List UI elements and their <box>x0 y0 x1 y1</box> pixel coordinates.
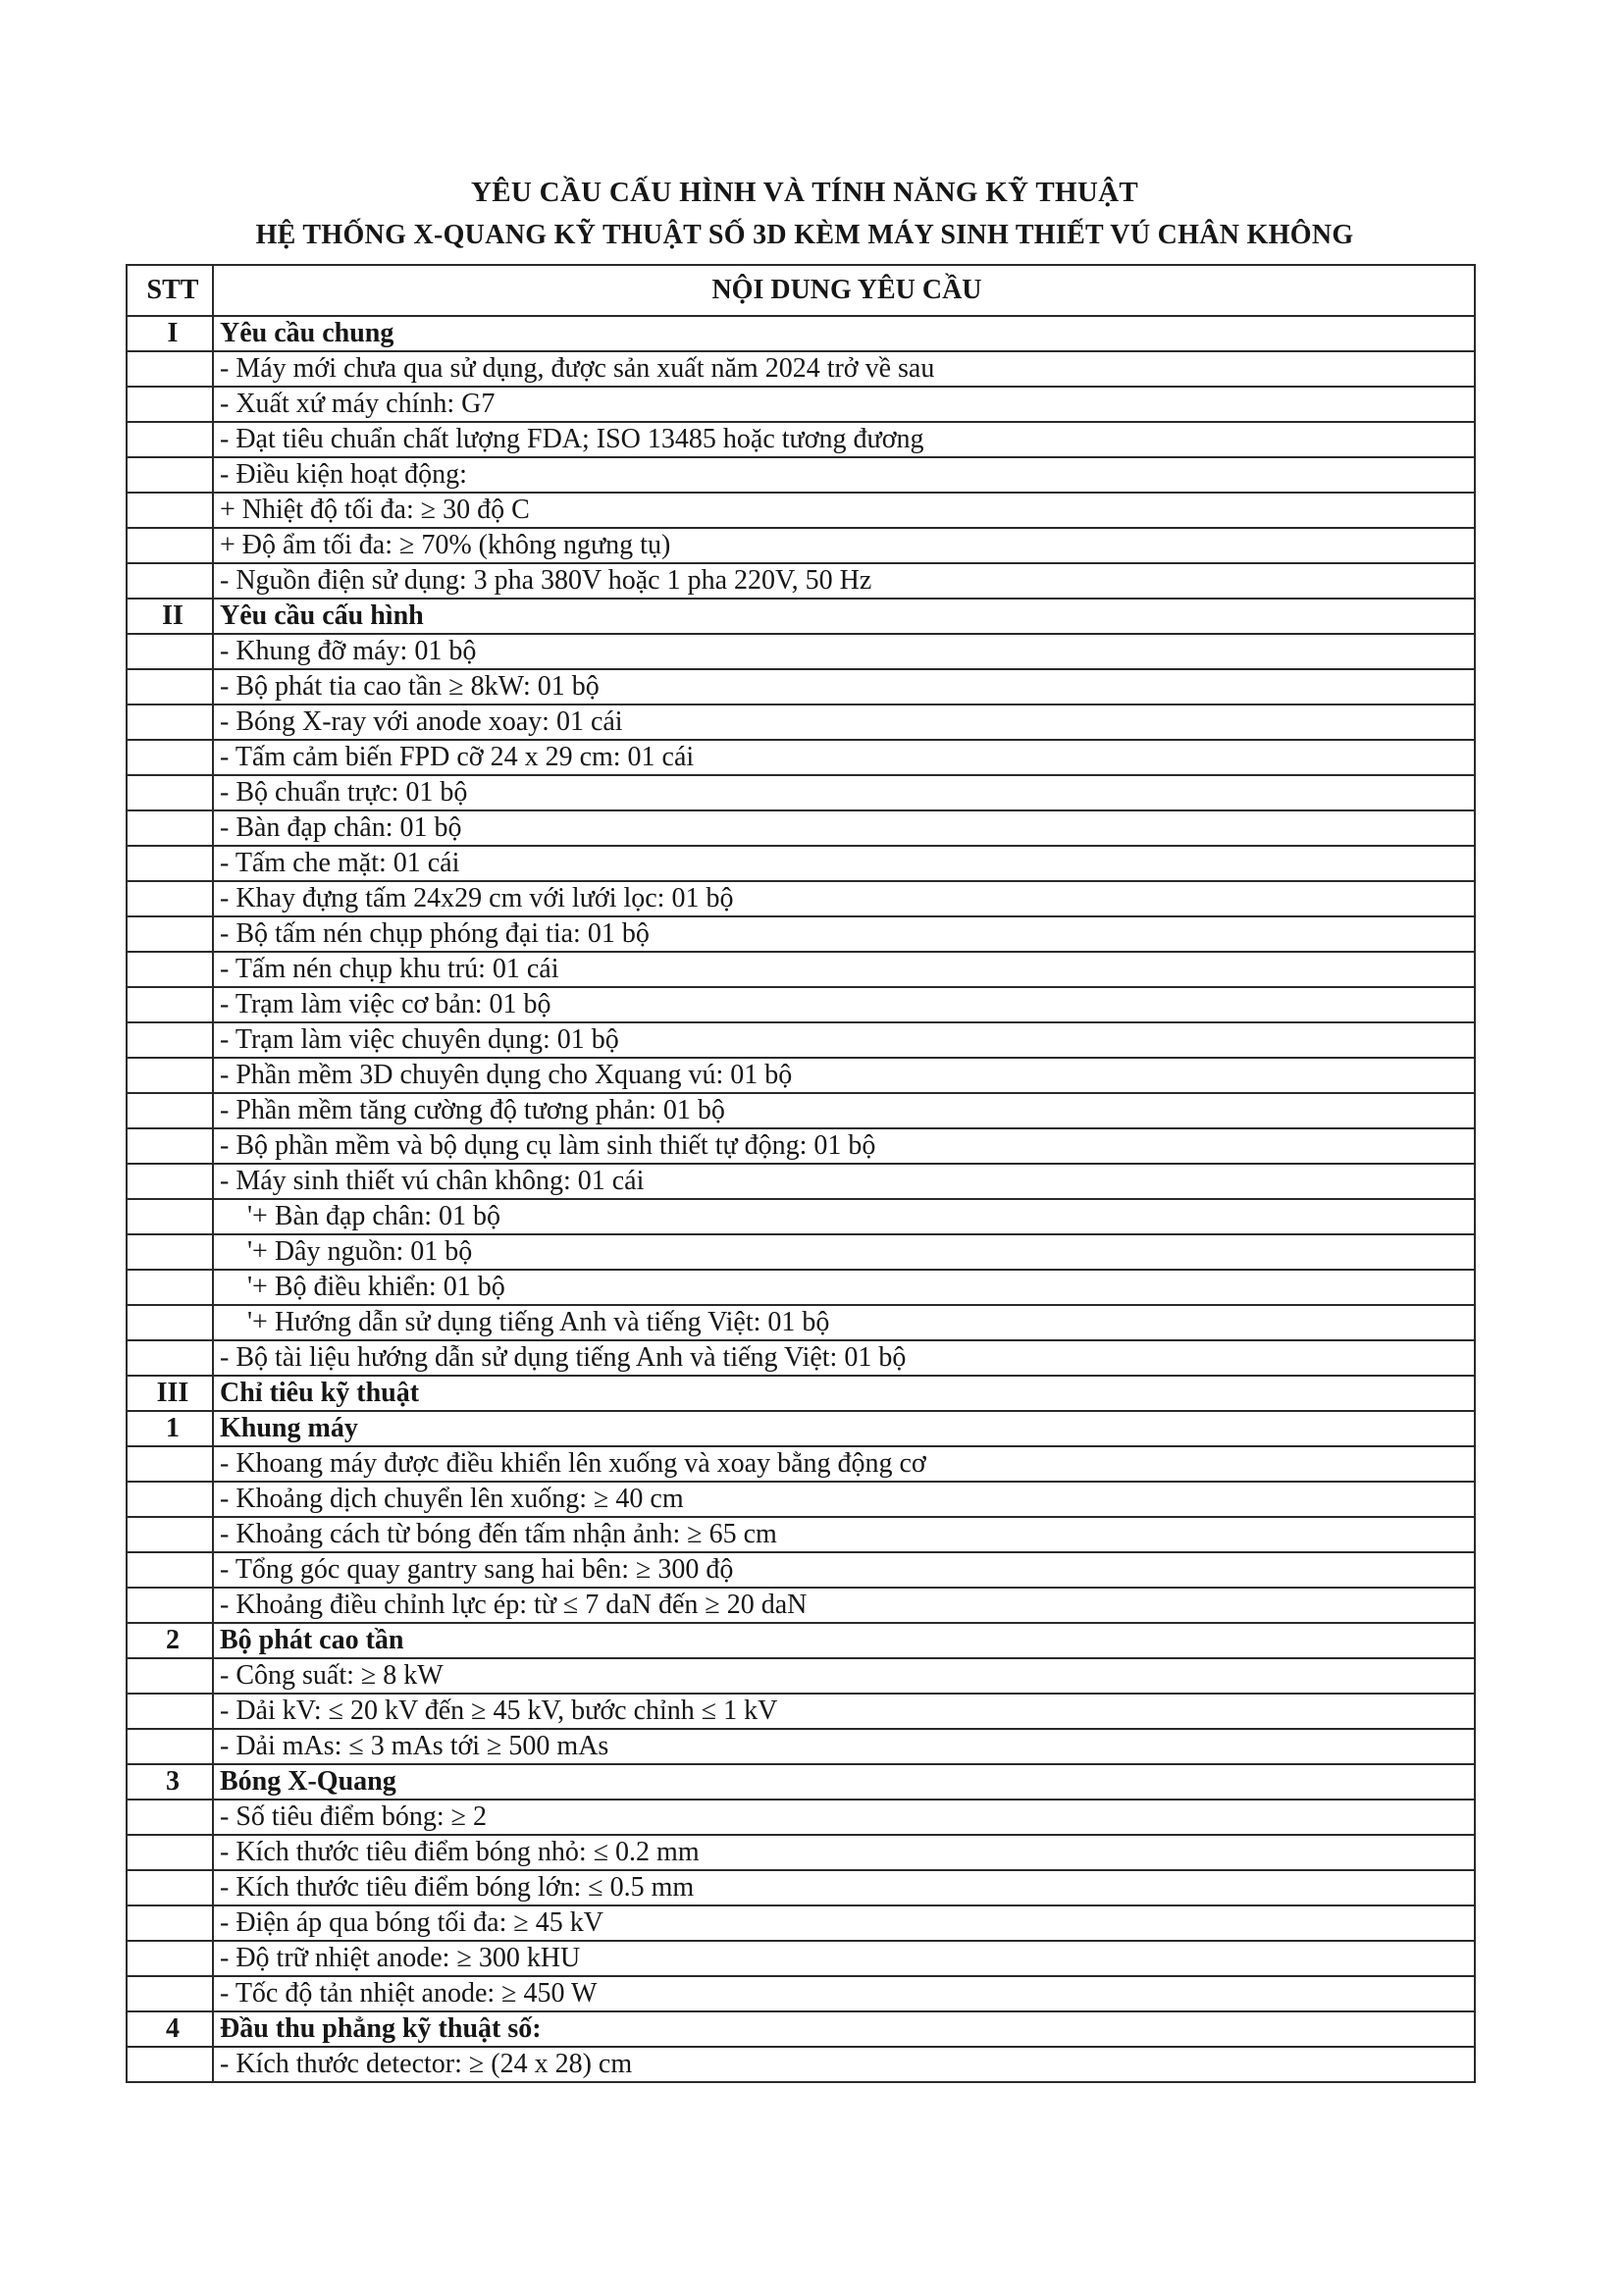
row-number: 3 <box>127 1764 213 1800</box>
table-row <box>127 1340 1475 1376</box>
table-header-row <box>127 265 1475 316</box>
row-number <box>127 1976 213 2011</box>
row-number <box>127 775 213 810</box>
row-number <box>127 881 213 916</box>
table-row <box>127 1694 1475 1729</box>
requirements-table <box>126 264 1476 2083</box>
row-number <box>127 669 213 704</box>
table-row <box>127 528 1475 563</box>
row-number <box>127 387 213 422</box>
table-row <box>127 563 1475 599</box>
section-row <box>127 1376 1475 1411</box>
requirement-text: - Tấm cảm biến FPD cỡ 24 x 29 cm: 01 cái <box>213 740 1475 775</box>
requirement-text: - Kích thước detector: ≥ (24 x 28) cm <box>213 2047 1475 2082</box>
row-number <box>127 351 213 387</box>
table-row <box>127 1022 1475 1058</box>
row-number <box>127 1658 213 1694</box>
section-row <box>127 599 1475 634</box>
requirement-text: - Trạm làm việc chuyên dụng: 01 bộ <box>213 1022 1475 1058</box>
table-row <box>127 1164 1475 1199</box>
row-number <box>127 1870 213 1905</box>
row-number <box>127 1058 213 1093</box>
table-row <box>127 881 1475 916</box>
document-subtitle: HỆ THỐNG X-QUANG KỸ THUẬT SỐ 3D KÈM MÁY SINH THIẾT VÚ CHÂN KHÔNG <box>255 220 1354 250</box>
row-number <box>127 1800 213 1835</box>
table-row <box>127 1305 1475 1340</box>
row-number <box>127 1552 213 1588</box>
row-number: 2 <box>127 1623 213 1658</box>
table-row <box>127 1870 1475 1905</box>
requirement-text: '+ Bộ điều khiển: 01 bộ <box>213 1270 1475 1305</box>
row-number <box>127 493 213 528</box>
row-number <box>127 1128 213 1164</box>
section-title: Bóng X-Quang <box>213 1764 1475 1800</box>
row-number <box>127 1305 213 1340</box>
requirement-text: - Khung đỡ máy: 01 bộ <box>213 634 1475 669</box>
section-row <box>127 316 1475 351</box>
table-row <box>127 1835 1475 1870</box>
table-row <box>127 634 1475 669</box>
row-number <box>127 1093 213 1128</box>
row-number <box>127 1941 213 1976</box>
row-number <box>127 2047 213 2082</box>
requirement-text: - Xuất xứ máy chính: G7 <box>213 387 1475 422</box>
row-number <box>127 634 213 669</box>
table-row <box>127 422 1475 457</box>
table-row <box>127 1552 1475 1588</box>
row-number <box>127 457 213 493</box>
requirement-text: - Dải mAs: ≤ 3 mAs tới ≥ 500 mAs <box>213 1729 1475 1764</box>
row-number <box>127 987 213 1022</box>
requirement-text: - Máy sinh thiết vú chân không: 01 cái <box>213 1164 1475 1199</box>
section-title: Yêu cầu cấu hình <box>213 599 1475 634</box>
row-number: I <box>127 316 213 351</box>
requirement-text: - Tốc độ tản nhiệt anode: ≥ 450 W <box>213 1976 1475 2011</box>
table-row <box>127 775 1475 810</box>
row-number <box>127 563 213 599</box>
table-row <box>127 740 1475 775</box>
requirement-text: - Tổng góc quay gantry sang hai bên: ≥ 300 độ <box>213 1552 1475 1588</box>
row-number <box>127 1340 213 1376</box>
requirement-text: - Khoảng cách từ bóng đến tấm nhận ảnh: ≥ 65 cm <box>213 1517 1475 1552</box>
requirement-text: - Bộ chuẩn trực: 01 bộ <box>213 775 1475 810</box>
table-row <box>127 1729 1475 1764</box>
table-row <box>127 987 1475 1022</box>
row-number <box>127 1270 213 1305</box>
requirement-text: - Kích thước tiêu điểm bóng lớn: ≤ 0.5 mm <box>213 1870 1475 1905</box>
row-number <box>127 1694 213 1729</box>
requirement-text: - Tấm nén chụp khu trú: 01 cái <box>213 952 1475 987</box>
requirement-text: - Bộ phần mềm và bộ dụng cụ làm sinh thiết tự động: 01 bộ <box>213 1128 1475 1164</box>
requirement-text: - Điện áp qua bóng tối đa: ≥ 45 kV <box>213 1905 1475 1941</box>
requirement-text: - Bộ tài liệu hướng dẫn sử dụng tiếng Anh và tiếng Việt: 01 bộ <box>213 1340 1475 1376</box>
row-number <box>127 1199 213 1234</box>
section-row <box>127 1764 1475 1800</box>
table-row <box>127 1446 1475 1482</box>
table-row <box>127 1517 1475 1552</box>
table-row <box>127 351 1475 387</box>
requirement-text: - Bàn đạp chân: 01 bộ <box>213 810 1475 846</box>
table-row <box>127 1658 1475 1694</box>
section-row <box>127 1623 1475 1658</box>
requirement-text: - Máy mới chưa qua sử dụng, được sản xuất năm 2024 trở về sau <box>213 351 1475 387</box>
requirement-text: - Kích thước tiêu điểm bóng nhỏ: ≤ 0.2 mm <box>213 1835 1475 1870</box>
column-header-content: NỘI DUNG YÊU CẦU <box>213 265 1475 316</box>
document-title: YÊU CẦU CẤU HÌNH VÀ TÍNH NĂNG KỸ THUẬT <box>470 177 1139 208</box>
requirement-text: - Khoảng điều chỉnh lực ép: từ ≤ 7 daN đến ≥ 20 daN <box>213 1588 1475 1623</box>
section-title: Đầu thu phẳng kỹ thuật số: <box>213 2011 1475 2047</box>
requirement-text: - Tấm che mặt: 01 cái <box>213 846 1475 881</box>
requirement-text: '+ Dây nguồn: 01 bộ <box>213 1234 1475 1270</box>
row-number <box>127 704 213 740</box>
table-row <box>127 1588 1475 1623</box>
table-row <box>127 810 1475 846</box>
table-row <box>127 1128 1475 1164</box>
requirement-text: - Điều kiện hoạt động: <box>213 457 1475 493</box>
table-row <box>127 846 1475 881</box>
row-number <box>127 846 213 881</box>
table-row <box>127 1270 1475 1305</box>
requirement-text: '+ Hướng dẫn sử dụng tiếng Anh và tiếng Việt: 01 bộ <box>213 1305 1475 1340</box>
row-number <box>127 1482 213 1517</box>
requirement-text: - Công suất: ≥ 8 kW <box>213 1658 1475 1694</box>
section-title: Yêu cầu chung <box>213 316 1475 351</box>
table-row <box>127 1976 1475 2011</box>
table-row <box>127 952 1475 987</box>
table-row <box>127 457 1475 493</box>
row-number: 1 <box>127 1411 213 1446</box>
requirement-text: - Đạt tiêu chuẩn chất lượng FDA; ISO 13485 hoặc tương đương <box>213 422 1475 457</box>
row-number <box>127 810 213 846</box>
row-number <box>127 916 213 952</box>
row-number <box>127 952 213 987</box>
table-row <box>127 704 1475 740</box>
requirement-text: - Dải kV: ≤ 20 kV đến ≥ 45 kV, bước chỉnh ≤ 1 kV <box>213 1694 1475 1729</box>
row-number <box>127 1517 213 1552</box>
table-row <box>127 669 1475 704</box>
table-body <box>127 316 1475 2082</box>
section-title: Bộ phát cao tần <box>213 1623 1475 1658</box>
requirement-text: - Trạm làm việc cơ bản: 01 bộ <box>213 987 1475 1022</box>
requirement-text: - Khoang máy được điều khiển lên xuống và xoay bằng động cơ <box>213 1446 1475 1482</box>
row-number: III <box>127 1376 213 1411</box>
row-number: II <box>127 599 213 634</box>
row-number <box>127 1234 213 1270</box>
section-title: Chỉ tiêu kỹ thuật <box>213 1376 1475 1411</box>
table-row <box>127 1234 1475 1270</box>
requirement-text: - Nguồn điện sử dụng: 3 pha 380V hoặc 1 pha 220V, 50 Hz <box>213 563 1475 599</box>
section-row <box>127 2011 1475 2047</box>
row-number <box>127 1022 213 1058</box>
requirement-text: + Độ ẩm tối đa: ≥ 70% (không ngưng tụ) <box>213 528 1475 563</box>
table-row <box>127 1800 1475 1835</box>
table-row <box>127 1482 1475 1517</box>
requirement-text: - Khay đựng tấm 24x29 cm với lưới lọc: 01 bộ <box>213 881 1475 916</box>
table-row <box>127 1058 1475 1093</box>
table-row <box>127 2047 1475 2082</box>
row-number <box>127 1588 213 1623</box>
requirement-text: - Phần mềm 3D chuyên dụng cho Xquang vú: 01 bộ <box>213 1058 1475 1093</box>
requirement-text: - Bóng X-ray với anode xoay: 01 cái <box>213 704 1475 740</box>
row-number <box>127 1905 213 1941</box>
row-number: 4 <box>127 2011 213 2047</box>
requirement-text: - Khoảng dịch chuyển lên xuống: ≥ 40 cm <box>213 1482 1475 1517</box>
row-number <box>127 1835 213 1870</box>
requirement-text: - Bộ tấm nén chụp phóng đại tia: 01 bộ <box>213 916 1475 952</box>
table-row <box>127 1199 1475 1234</box>
table-row <box>127 1093 1475 1128</box>
row-number <box>127 422 213 457</box>
requirement-text: - Bộ phát tia cao tần ≥ 8kW: 01 bộ <box>213 669 1475 704</box>
requirement-text: - Phần mềm tăng cường độ tương phản: 01 bộ <box>213 1093 1475 1128</box>
row-number <box>127 1446 213 1482</box>
row-number <box>127 528 213 563</box>
requirement-text: - Số tiêu điểm bóng: ≥ 2 <box>213 1800 1475 1835</box>
row-number <box>127 1164 213 1199</box>
table-row <box>127 493 1475 528</box>
table-row <box>127 1941 1475 1976</box>
requirement-text: + Nhiệt độ tối đa: ≥ 30 độ C <box>213 493 1475 528</box>
row-number <box>127 1729 213 1764</box>
table-row <box>127 387 1475 422</box>
section-row <box>127 1411 1475 1446</box>
requirement-text: - Độ trữ nhiệt anode: ≥ 300 kHU <box>213 1941 1475 1976</box>
requirement-text: '+ Bàn đạp chân: 01 bộ <box>213 1199 1475 1234</box>
table-row <box>127 916 1475 952</box>
row-number <box>127 740 213 775</box>
section-title: Khung máy <box>213 1411 1475 1446</box>
column-header-stt: STT <box>127 265 213 316</box>
table-row <box>127 1905 1475 1941</box>
